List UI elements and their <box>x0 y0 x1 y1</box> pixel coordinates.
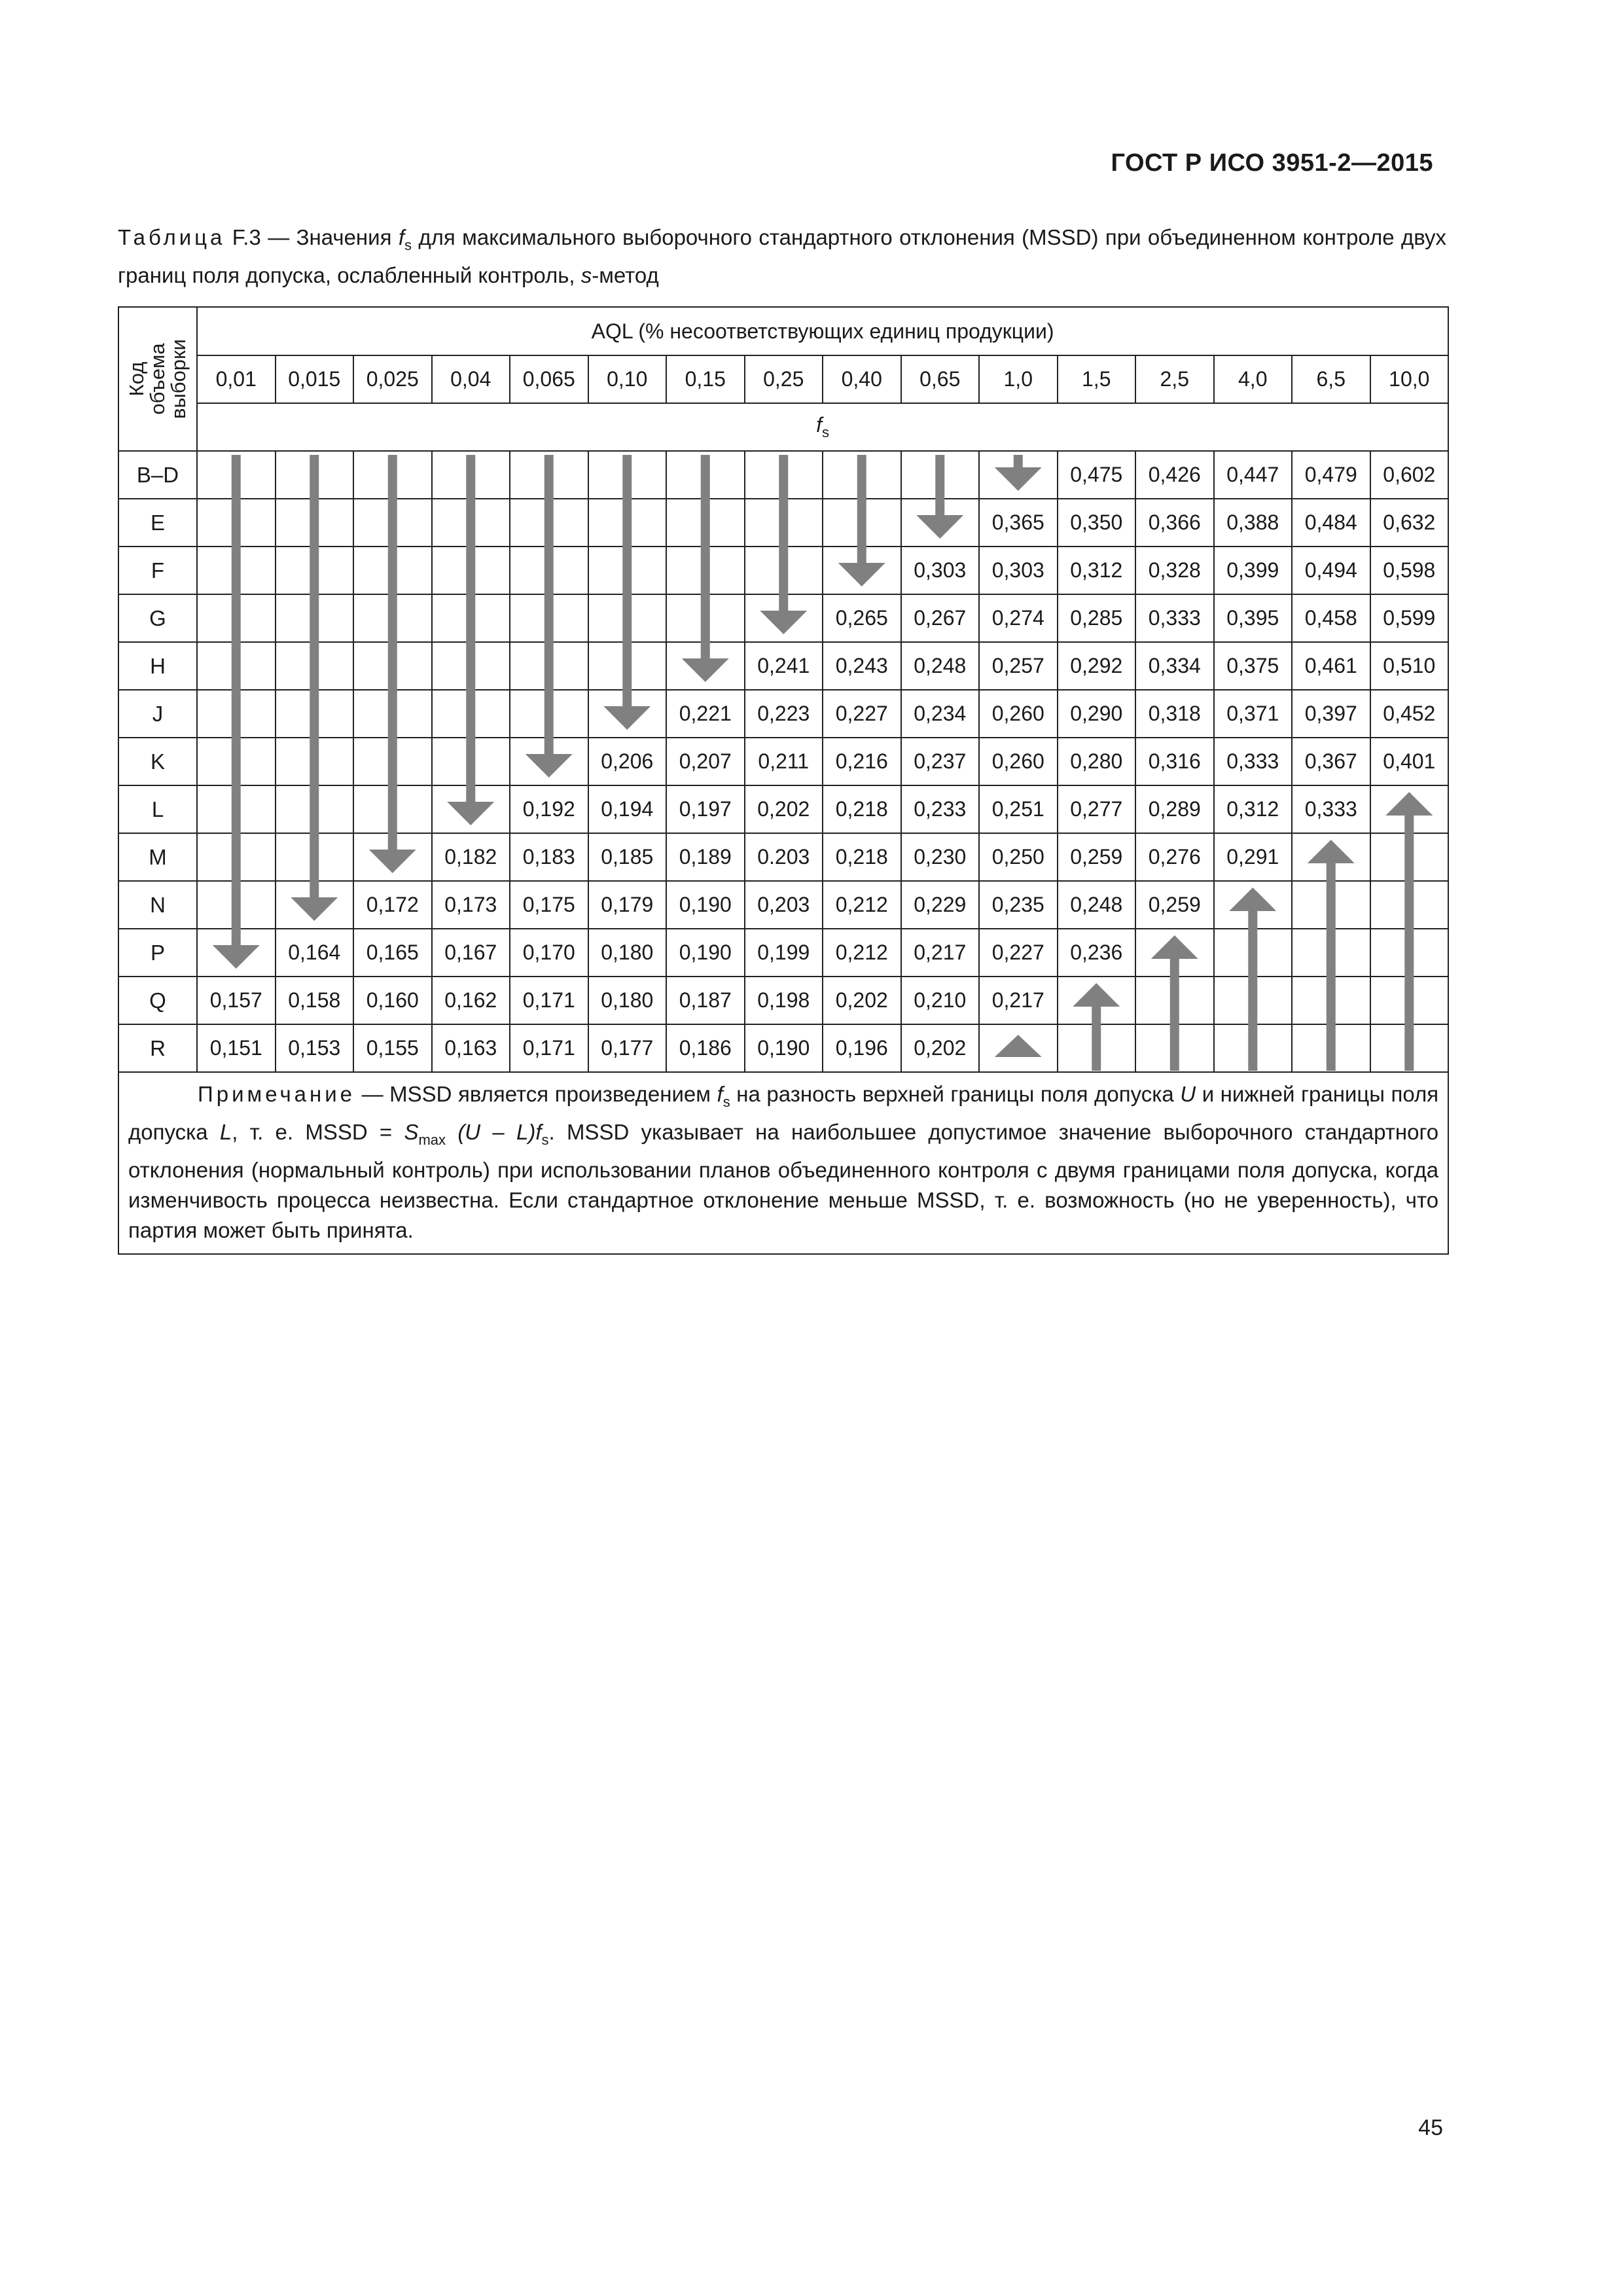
fs-value-cell <box>276 690 354 738</box>
fs-value-cell <box>276 499 354 547</box>
fs-value-cell: 0,388 <box>1214 499 1293 547</box>
fs-value-cell: 0,277 <box>1058 785 1136 833</box>
fs-value-cell: 0,259 <box>1135 881 1214 929</box>
fs-value-cell: 0,212 <box>823 881 901 929</box>
fs-value-cell: 0,280 <box>1058 738 1136 785</box>
fs-value-cell: 0,461 <box>1292 642 1370 690</box>
fs-value-cell <box>353 499 432 547</box>
fs-value-cell: 0,162 <box>432 977 510 1024</box>
fs-value-cell: 0,494 <box>1292 547 1370 594</box>
fs-value-cell <box>666 499 745 547</box>
fs-value-cell: 0,426 <box>1135 451 1214 499</box>
fs-value-cell: 0,202 <box>745 785 823 833</box>
fs-value-cell <box>823 499 901 547</box>
fs-value-cell: 0,458 <box>1292 594 1370 642</box>
fs-value-cell: 0,452 <box>1370 690 1449 738</box>
aql-column-header: 10,0 <box>1370 355 1449 403</box>
fs-value-cell: 0,484 <box>1292 499 1370 547</box>
fs-value-cell: 0,366 <box>1135 499 1214 547</box>
aql-column-header: 0,40 <box>823 355 901 403</box>
fs-value-cell: 0,197 <box>666 785 745 833</box>
fs-value-cell: 0,180 <box>588 929 667 977</box>
fs-value-cell: 0,234 <box>901 690 980 738</box>
fs-value-cell: 0.203 <box>745 833 823 881</box>
fs-value-cell: 0,190 <box>666 881 745 929</box>
fs-value-cell <box>197 833 276 881</box>
fs-value-cell: 0,267 <box>901 594 980 642</box>
fs-value-cell <box>432 547 510 594</box>
fs-value-cell: 0,199 <box>745 929 823 977</box>
fs-value-cell <box>432 738 510 785</box>
fs-value-cell: 0,312 <box>1214 785 1293 833</box>
caption-fs-sub: s <box>404 237 412 253</box>
fs-value-cell <box>666 451 745 499</box>
sample-size-code: J <box>118 690 197 738</box>
table-row <box>118 690 1448 738</box>
fs-value-cell: 0,210 <box>901 977 980 1024</box>
fs-value-cell: 0,202 <box>823 977 901 1024</box>
fs-value-cell <box>197 690 276 738</box>
sample-size-code: B–D <box>118 451 197 499</box>
fs-value-cell <box>276 738 354 785</box>
fs-value-cell <box>1214 977 1293 1024</box>
fs-value-cell: 0,227 <box>979 929 1058 977</box>
aql-column-header: 0,04 <box>432 355 510 403</box>
aql-column-header: 0,10 <box>588 355 667 403</box>
fs-value-cell <box>276 547 354 594</box>
fs-value-cell <box>432 690 510 738</box>
fs-value-cell <box>745 547 823 594</box>
fs-value-cell: 0,250 <box>979 833 1058 881</box>
fs-value-cell <box>979 451 1058 499</box>
fs-value-cell <box>353 785 432 833</box>
fs-value-cell: 0,227 <box>823 690 901 738</box>
fs-value-cell: 0,257 <box>979 642 1058 690</box>
sample-size-code: M <box>118 833 197 881</box>
fs-value-cell: 0,334 <box>1135 642 1214 690</box>
fs-value-cell: 0,290 <box>1058 690 1136 738</box>
table-row <box>118 833 1448 881</box>
fs-value-cell <box>276 833 354 881</box>
aql-column-header: 0,65 <box>901 355 980 403</box>
fs-value-cell: 0,303 <box>901 547 980 594</box>
fs-value-cell <box>745 499 823 547</box>
fs-value-cell: 0,251 <box>979 785 1058 833</box>
fs-value-cell: 0,328 <box>1135 547 1214 594</box>
fs-value-cell: 0,230 <box>901 833 980 881</box>
fs-value-cell <box>1214 1024 1293 1072</box>
fs-value-cell: 0,289 <box>1135 785 1214 833</box>
fs-value-cell: 0,475 <box>1058 451 1136 499</box>
fs-value-cell <box>1370 977 1449 1024</box>
fs-value-cell: 0,151 <box>197 1024 276 1072</box>
fs-value-cell <box>745 594 823 642</box>
fs-value-cell: 0,598 <box>1370 547 1449 594</box>
fs-value-cell <box>588 547 667 594</box>
fs-value-cell: 0,189 <box>666 833 745 881</box>
aql-column-header: 4,0 <box>1214 355 1293 403</box>
row-header-label: Код объема выборки <box>125 339 190 419</box>
fs-value-cell: 0,221 <box>666 690 745 738</box>
aql-column-header: 0,25 <box>745 355 823 403</box>
sample-size-code: L <box>118 785 197 833</box>
fs-value-cell: 0,276 <box>1135 833 1214 881</box>
fs-value-cell <box>666 594 745 642</box>
table-row <box>118 547 1448 594</box>
fs-value-cell: 0,217 <box>901 929 980 977</box>
fs-value-cell <box>432 499 510 547</box>
fs-value-cell <box>197 547 276 594</box>
sample-size-code: E <box>118 499 197 547</box>
fs-value-cell: 0,399 <box>1214 547 1293 594</box>
fs-value-cell: 0,182 <box>432 833 510 881</box>
fs-value-cell <box>276 785 354 833</box>
fs-values-table <box>118 306 1449 1255</box>
fs-value-cell: 0,198 <box>745 977 823 1024</box>
fs-value-cell: 0,350 <box>1058 499 1136 547</box>
fs-value-cell <box>432 451 510 499</box>
fs-value-cell: 0,291 <box>1214 833 1293 881</box>
fs-value-cell <box>353 547 432 594</box>
fs-value-cell: 0,173 <box>432 881 510 929</box>
fs-value-cell <box>432 594 510 642</box>
fs-value-cell: 0,194 <box>588 785 667 833</box>
fs-value-cell: 0,179 <box>588 881 667 929</box>
sample-size-code: G <box>118 594 197 642</box>
sample-size-code: Q <box>118 977 197 1024</box>
fs-value-cell <box>510 690 588 738</box>
fs-value-cell <box>510 738 588 785</box>
fs-value-cell: 0,212 <box>823 929 901 977</box>
fs-value-cell: 0,206 <box>588 738 667 785</box>
fs-value-cell: 0,187 <box>666 977 745 1024</box>
fs-value-cell <box>1135 929 1214 977</box>
caption-text-before: Значения <box>296 225 392 249</box>
fs-value-cell: 0,190 <box>666 929 745 977</box>
fs-value-cell: 0,171 <box>510 977 588 1024</box>
row-header-cell <box>118 307 197 451</box>
fs-value-cell <box>1370 929 1449 977</box>
fs-value-cell: 0,158 <box>276 977 354 1024</box>
aql-column-header: 0,025 <box>353 355 432 403</box>
sample-size-code: R <box>118 1024 197 1072</box>
fs-value-cell: 0,171 <box>510 1024 588 1072</box>
table-row <box>118 738 1448 785</box>
fs-value-cell: 0,632 <box>1370 499 1449 547</box>
fs-value-cell <box>1214 881 1293 929</box>
fs-value-cell <box>1135 977 1214 1024</box>
fs-value-cell: 0,241 <box>745 642 823 690</box>
fs-value-cell <box>510 547 588 594</box>
fs-value-cell: 0,155 <box>353 1024 432 1072</box>
fs-value-cell <box>1370 785 1449 833</box>
sample-size-code: K <box>118 738 197 785</box>
fs-value-cell: 0,303 <box>979 547 1058 594</box>
fs-value-cell: 0,367 <box>1292 738 1370 785</box>
fs-value-cell: 0,365 <box>979 499 1058 547</box>
fs-value-cell: 0,397 <box>1292 690 1370 738</box>
fs-value-cell <box>588 499 667 547</box>
fs-value-cell <box>197 738 276 785</box>
fs-value-cell: 0,192 <box>510 785 588 833</box>
table-body <box>118 451 1448 1072</box>
fs-value-cell: 0,479 <box>1292 451 1370 499</box>
fs-value-cell: 0,260 <box>979 690 1058 738</box>
aql-column-header: 1,5 <box>1058 355 1136 403</box>
fs-value-cell: 0,371 <box>1214 690 1293 738</box>
table-row <box>118 499 1448 547</box>
table-row <box>118 1024 1448 1072</box>
table-row <box>118 594 1448 642</box>
fs-value-cell: 0,243 <box>823 642 901 690</box>
fs-value-cell <box>197 642 276 690</box>
fs-value-cell: 0,333 <box>1292 785 1370 833</box>
fs-value-cell <box>901 499 980 547</box>
fs-value-cell: 0,190 <box>745 1024 823 1072</box>
fs-value-cell: 0,312 <box>1058 547 1136 594</box>
fs-value-cell: 0,248 <box>1058 881 1136 929</box>
fs-value-cell: 0,248 <box>901 642 980 690</box>
fs-value-cell: 0,333 <box>1135 594 1214 642</box>
fs-value-cell: 0,333 <box>1214 738 1293 785</box>
fs-value-cell <box>353 642 432 690</box>
fs-value-cell: 0,292 <box>1058 642 1136 690</box>
fs-value-cell: 0,274 <box>979 594 1058 642</box>
fs-value-cell: 0,599 <box>1370 594 1449 642</box>
sample-size-code: P <box>118 929 197 977</box>
fs-value-cell: 0,318 <box>1135 690 1214 738</box>
fs-value-cell: 0,235 <box>979 881 1058 929</box>
caption-fs-symbol: f <box>398 225 405 249</box>
fs-table-container <box>118 306 1448 1255</box>
sample-size-code: H <box>118 642 197 690</box>
fs-value-cell: 0,229 <box>901 881 980 929</box>
fs-value-cell: 0,177 <box>588 1024 667 1072</box>
fs-value-cell: 0,211 <box>745 738 823 785</box>
caption-label: Таблица <box>118 225 226 249</box>
fs-value-cell <box>432 642 510 690</box>
fs-value-cell <box>432 785 510 833</box>
fs-value-cell: 0,395 <box>1214 594 1293 642</box>
fs-value-cell: 0,233 <box>901 785 980 833</box>
fs-value-cell: 0,186 <box>666 1024 745 1072</box>
fs-value-cell: 0,165 <box>353 929 432 977</box>
fs-value-cell: 0,602 <box>1370 451 1449 499</box>
fs-value-cell <box>197 594 276 642</box>
fs-value-cell <box>197 929 276 977</box>
fs-value-cell: 0,170 <box>510 929 588 977</box>
fs-value-cell: 0,259 <box>1058 833 1136 881</box>
aql-column-header: 0,065 <box>510 355 588 403</box>
fs-value-cell <box>1292 881 1370 929</box>
fs-value-cell <box>1058 1024 1136 1072</box>
fs-value-cell: 0,157 <box>197 977 276 1024</box>
fs-value-cell: 0,260 <box>979 738 1058 785</box>
fs-value-cell <box>745 451 823 499</box>
fs-value-cell: 0,180 <box>588 977 667 1024</box>
fs-value-cell: 0,164 <box>276 929 354 977</box>
fs-value-cell <box>197 881 276 929</box>
fs-value-cell <box>353 594 432 642</box>
table-caption <box>118 223 1446 291</box>
table-row <box>118 642 1448 690</box>
aql-column-header: 6,5 <box>1292 355 1370 403</box>
fs-value-cell: 0,185 <box>588 833 667 881</box>
note-cell: Примечание — MSSD является произведением $f_s$ на разность верхней границы поля допуска U и нижней границы поля допуска L, т. е. MSSD = $S_{max}$ $(U - L)f_s$. MSSD указывает на наибольшее допустимое значение выборочного стандартного отклонения (нормальный контроль) при использовании планов объединенного контроля с двумя границами поля допуска, когда изменчивость процесса неизвестна. Если стандартное отклонение меньше MSSD, т. е. возможность (но не уверенность), что партия может быть принята. <box>118 1072 1448 1254</box>
fs-value-cell <box>823 451 901 499</box>
fs-value-cell: 0,167 <box>432 929 510 977</box>
fs-value-cell: 0,203 <box>745 881 823 929</box>
aql-column-header: 0,015 <box>276 355 354 403</box>
fs-value-cell <box>1292 929 1370 977</box>
fs-value-cell <box>1370 1024 1449 1072</box>
fs-value-cell <box>276 594 354 642</box>
fs-value-cell <box>1292 1024 1370 1072</box>
caption-dash: — <box>268 225 290 249</box>
fs-value-cell <box>276 881 354 929</box>
fs-value-cell <box>510 451 588 499</box>
fs-value-cell: 0,218 <box>823 833 901 881</box>
fs-value-cell <box>588 642 667 690</box>
fs-value-cell <box>276 451 354 499</box>
fs-value-cell <box>1214 929 1293 977</box>
caption-number: F.3 <box>232 225 261 249</box>
fs-value-cell <box>1135 1024 1214 1072</box>
fs-label: $f_s$ <box>197 403 1448 451</box>
table-row <box>118 785 1448 833</box>
caption-text-after: для максимального выборочного стандартного отклонения (MSSD) при объединенном контроле двух границ поля допуска, ослабленный контроль, <box>118 225 1447 287</box>
fs-value-cell: 0,218 <box>823 785 901 833</box>
fs-value-cell <box>510 642 588 690</box>
fs-value-cell: 0,375 <box>1214 642 1293 690</box>
fs-value-cell <box>197 451 276 499</box>
fs-value-cell: 0,202 <box>901 1024 980 1072</box>
table-row <box>118 881 1448 929</box>
fs-value-cell: 0,172 <box>353 881 432 929</box>
table-row <box>118 929 1448 977</box>
fs-value-cell: 0,236 <box>1058 929 1136 977</box>
fs-value-cell <box>353 738 432 785</box>
fs-value-cell: 0,447 <box>1214 451 1293 499</box>
fs-value-cell <box>510 594 588 642</box>
fs-value-cell <box>979 1024 1058 1072</box>
fs-value-cell <box>823 547 901 594</box>
fs-value-cell: 0,237 <box>901 738 980 785</box>
fs-value-cell: 0,207 <box>666 738 745 785</box>
fs-value-cell <box>1370 881 1449 929</box>
fs-value-cell: 0,217 <box>979 977 1058 1024</box>
fs-value-cell <box>588 451 667 499</box>
caption-method-text: -метод <box>592 263 659 287</box>
fs-value-cell: 0,510 <box>1370 642 1449 690</box>
fs-value-cell: 0,196 <box>823 1024 901 1072</box>
fs-value-cell <box>1292 833 1370 881</box>
fs-value-cell <box>901 451 980 499</box>
aql-column-header: 0,01 <box>197 355 276 403</box>
fs-value-cell <box>1292 977 1370 1024</box>
fs-value-cell: 0,216 <box>823 738 901 785</box>
sample-size-code: N <box>118 881 197 929</box>
fs-value-cell: 0,163 <box>432 1024 510 1072</box>
fs-value-cell: 0,265 <box>823 594 901 642</box>
fs-value-cell <box>276 642 354 690</box>
document-standard-header: ГОСТ Р ИСО 3951-2—2015 <box>1111 149 1433 177</box>
aql-title: AQL (% несоответствующих единиц продукции) <box>197 307 1448 355</box>
fs-value-cell <box>588 690 667 738</box>
aql-column-header: 0,15 <box>666 355 745 403</box>
fs-value-cell <box>353 690 432 738</box>
fs-value-cell: 0,183 <box>510 833 588 881</box>
fs-value-cell <box>666 642 745 690</box>
fs-value-cell <box>1058 977 1136 1024</box>
aql-column-header: 2,5 <box>1135 355 1214 403</box>
fs-value-cell <box>197 499 276 547</box>
fs-value-cell <box>1370 833 1449 881</box>
caption-method-symbol: s <box>580 263 592 287</box>
fs-value-cell: 0,285 <box>1058 594 1136 642</box>
fs-value-cell <box>510 499 588 547</box>
fs-value-cell <box>353 833 432 881</box>
fs-value-cell: 0,401 <box>1370 738 1449 785</box>
aql-column-header: 1,0 <box>979 355 1058 403</box>
table-row <box>118 977 1448 1024</box>
fs-value-cell: 0,153 <box>276 1024 354 1072</box>
page-number: 45 <box>1418 2115 1443 2140</box>
fs-value-cell: 0,175 <box>510 881 588 929</box>
fs-value-cell <box>588 594 667 642</box>
fs-value-cell <box>197 785 276 833</box>
fs-value-cell <box>666 547 745 594</box>
fs-value-cell: 0,160 <box>353 977 432 1024</box>
aql-values-row <box>118 355 1448 403</box>
fs-value-cell: 0,316 <box>1135 738 1214 785</box>
fs-value-cell <box>353 451 432 499</box>
table-row <box>118 451 1448 499</box>
fs-value-cell: 0,223 <box>745 690 823 738</box>
sample-size-code: F <box>118 547 197 594</box>
